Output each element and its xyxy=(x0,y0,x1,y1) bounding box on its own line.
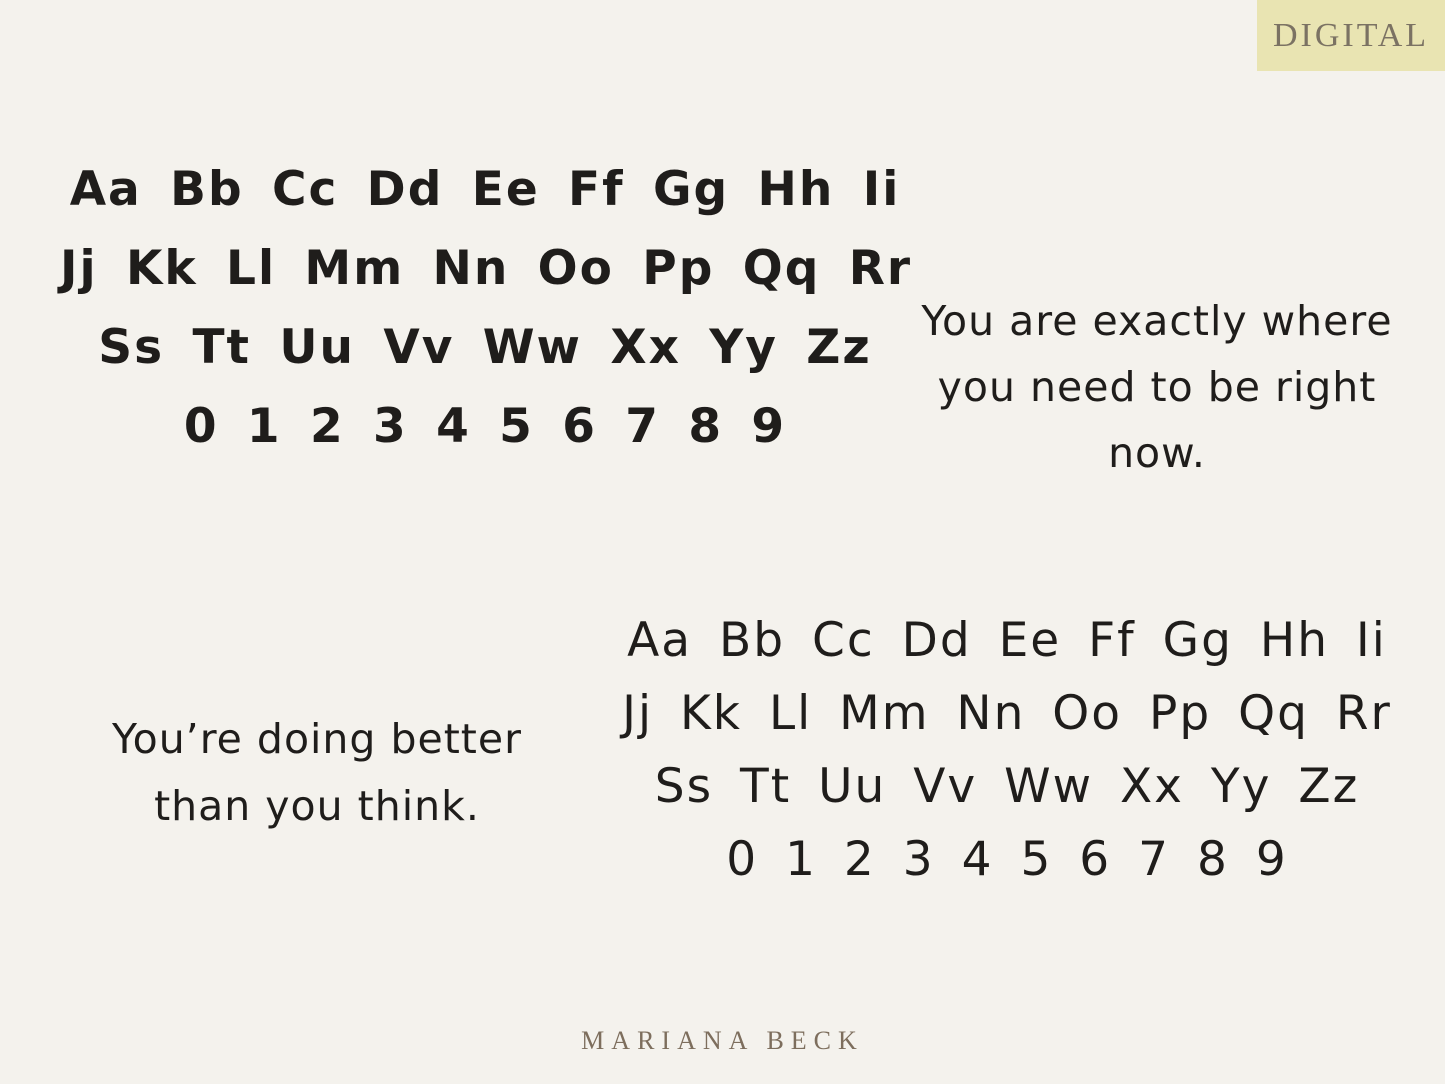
specimen-bold-row-uppercase-a-i: Aa Bb Cc Dd Ee Ff Gg Hh Ii xyxy=(69,162,901,217)
brand-footer xyxy=(0,1026,1445,1056)
brand-name: MARIANA BECK xyxy=(581,1026,864,1055)
alphabet-specimen-light xyxy=(577,604,1437,896)
specimen-bold-row-digits: 0 1 2 3 4 5 6 7 8 9 xyxy=(183,399,787,454)
quote-right-line-3: now. xyxy=(1108,429,1206,477)
quote-right-line-1: You are exactly where xyxy=(921,297,1393,345)
quote-left-line-2: than you think. xyxy=(154,782,480,830)
specimen-light-row-uppercase-s-z: Ss Tt Uu Vv Ww Xx Yy Zz xyxy=(654,759,1360,814)
digital-badge-label: DIGITAL xyxy=(1272,16,1430,54)
sample-quote-right xyxy=(897,288,1417,486)
digital-badge xyxy=(1257,0,1445,71)
alphabet-specimen-bold xyxy=(60,150,913,466)
specimen-bold-row-uppercase-j-r: Jj Kk Ll Mm Nn Oo Pp Qq Rr xyxy=(60,241,913,296)
specimen-light-row-uppercase-a-i: Aa Bb Cc Dd Ee Ff Gg Hh Ii xyxy=(627,613,1387,668)
specimen-bold-row-uppercase-s-z: Ss Tt Uu Vv Ww Xx Yy Zz xyxy=(98,320,872,375)
specimen-light-row-uppercase-j-r: Jj Kk Ll Mm Nn Oo Pp Qq Rr xyxy=(622,686,1392,741)
specimen-light-row-digits: 0 1 2 3 4 5 6 7 8 9 xyxy=(726,832,1288,887)
quote-left-line-1: You’re doing better xyxy=(112,715,522,763)
quote-right-line-2: you need to be right xyxy=(937,363,1377,411)
sample-quote-left xyxy=(57,706,577,840)
